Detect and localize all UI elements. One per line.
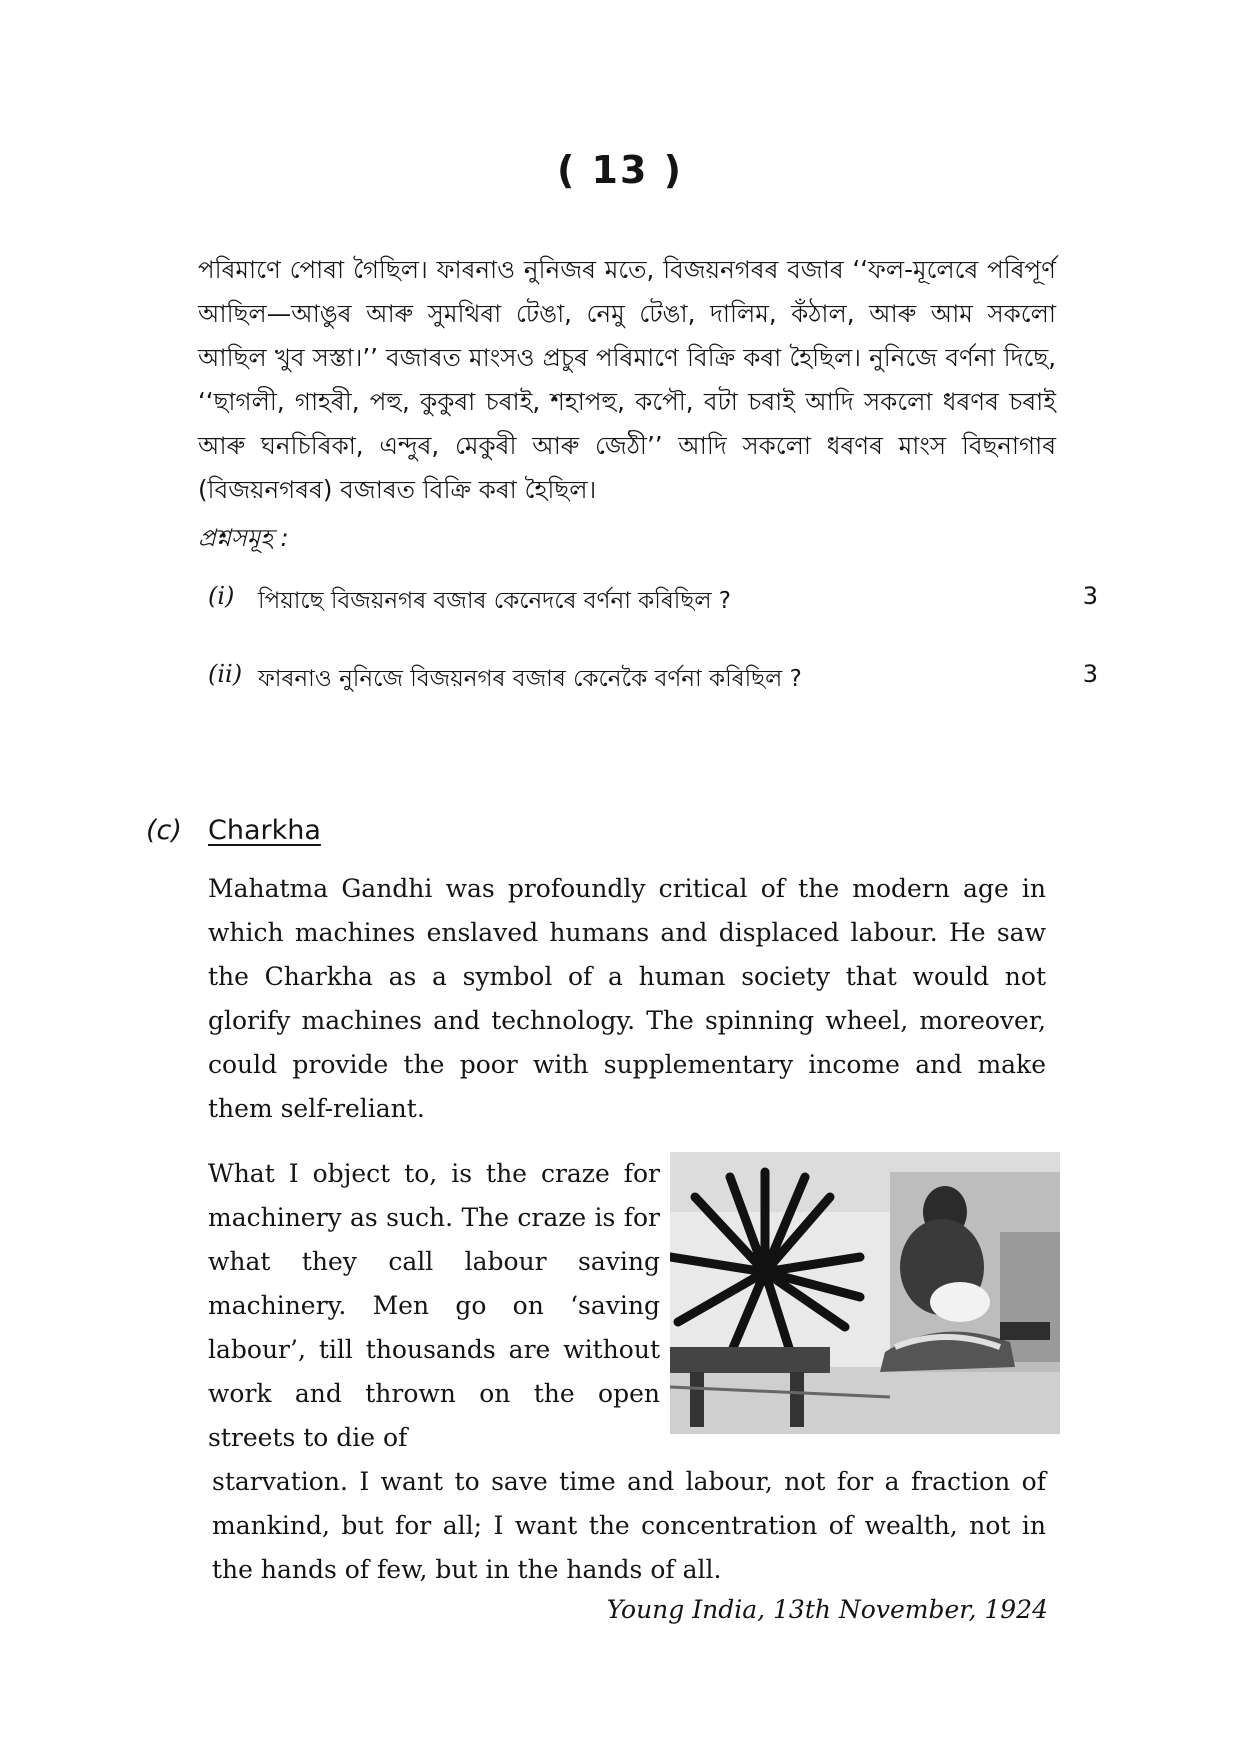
- question-item: [208, 582, 1098, 622]
- questions-heading: প্ৰশ্নসমূহ :: [198, 524, 289, 552]
- question-item: [208, 660, 1098, 700]
- question-text: ফাৰনাও নুনিজে বিজয়নগৰ বজাৰ কেনেকৈ বৰ্ণনা কৰিছিল ?: [258, 666, 802, 692]
- assamese-passage: পৰিমাণে পোৰা গৈছিল। ফাৰনাও নুনিজৰ মতে, বিজয়নগৰৰ বজাৰ ‘‘ফল-মূলেৰে পৰিপূৰ্ণ আছিল—আঙুৰ আৰু সুমথিৰা টেঙা, নেমু টেঙা, দালিম, কঁঠাল, আৰু আম সকলো আছিল খুব সস্তা।’’ বজাৰত মাংসও প্ৰচুৰ পৰিমাণে বিক্ৰি কৰা হৈছিল। নুনিজে বৰ্ণনা দিছে, ‘‘ছাগলী, গাহৰী, পহু, কুকুৰা চৰাই, শহাপহু, কপৌ, বটা চৰাই আদি সকলো ধৰণৰ চৰাই আৰু ঘনচিৰিকা, এন্দুৰ, মেকুৰী আৰু জেঠী’’ আদি সকলো ধৰণৰ মাংস বিছনাগাৰ (বিজয়নগৰৰ) বজাৰত বিক্ৰি কৰা হৈছিল।: [198, 255, 1056, 504]
- question-text: পিয়াছে বিজয়নগৰ বজাৰ কেনেদৰে বৰ্ণনা কৰিছিল ?: [258, 588, 731, 614]
- question-number: (ii): [208, 660, 243, 688]
- page-number: ( 13 ): [556, 148, 684, 192]
- question-marks: 3: [1082, 660, 1098, 688]
- quote-paragraph-part2: starvation. I want to save time and labour, not for a fraction of mankind, but for all; I want the concentration of wealth, not in the hands of few, but in the hands of all.: [212, 1467, 1046, 1584]
- question-number: (i): [208, 582, 235, 610]
- gandhi-charkha-photo: [670, 1152, 1060, 1434]
- intro-paragraph: Mahatma Gandhi was profoundly critical of the modern age in which machines enslaved humans and displaced labour. He saw the Charkha as a symbol of a human society that would not glorify machines and technology. The spinning wheel, moreover, could provide the poor with supplementary income and make them self-reliant.: [208, 874, 1046, 1123]
- section-label: (c): [146, 815, 182, 846]
- charkha-illustration: [670, 1152, 1060, 1434]
- question-marks: 3: [1082, 582, 1098, 610]
- quote-paragraph-part1: What I object to, is the craze for machinery as such. The craze is for what they call labour saving machinery. Men go on ‘saving labour’, till thousands are without work and thrown on the open streets to die of: [208, 1159, 660, 1452]
- quote-citation: Young India, 13th November, 1924: [606, 1595, 1048, 1624]
- section-title: Charkha: [208, 815, 321, 846]
